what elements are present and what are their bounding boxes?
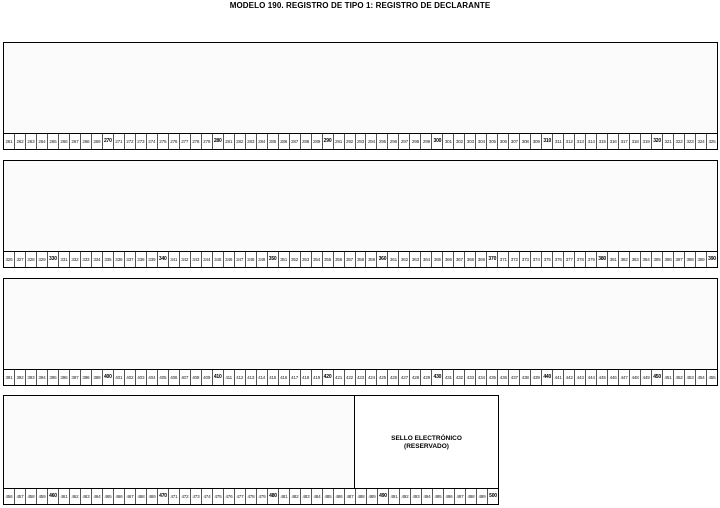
- position-cell: 440: [542, 370, 553, 385]
- position-cell: 275: [158, 134, 169, 149]
- position-cell: 290: [323, 134, 334, 149]
- position-cell: 390: [708, 256, 716, 262]
- field-area[interactable]: [4, 396, 354, 489]
- position-cell: 442: [564, 370, 575, 385]
- position-cell: 347: [235, 252, 246, 267]
- position-cell: 411: [224, 370, 235, 385]
- position-cell: 407: [180, 370, 191, 385]
- position-cell: 401: [114, 370, 125, 385]
- position-cell: 389: [696, 252, 707, 267]
- position-cell: 405: [158, 370, 169, 385]
- field-area[interactable]: [4, 43, 717, 134]
- position-cell: 297: [399, 134, 410, 149]
- position-cell: 468: [136, 489, 147, 504]
- position-cell: 499: [477, 489, 488, 504]
- position-cell: 294: [366, 134, 377, 149]
- position-cell: 341: [169, 252, 180, 267]
- position-cell: 394: [37, 370, 48, 385]
- position-cell: 295: [377, 134, 388, 149]
- position-cell: 327: [15, 252, 26, 267]
- position-cell: 302: [454, 134, 465, 149]
- position-cell: 446: [608, 370, 619, 385]
- position-cell: 292: [345, 134, 356, 149]
- position-cell: 301: [443, 134, 454, 149]
- position-cell: 429: [421, 370, 432, 385]
- position-cell: 385: [652, 252, 663, 267]
- position-cell: 470: [158, 489, 169, 504]
- position-cell: 279: [202, 134, 213, 149]
- position-cell: 287: [290, 134, 301, 149]
- position-cell: 299: [421, 134, 432, 149]
- position-cell: 447: [619, 370, 630, 385]
- position-cell: 432: [454, 370, 465, 385]
- position-cell: 278: [191, 134, 202, 149]
- position-cell: 387: [674, 252, 685, 267]
- position-cell: 261: [4, 134, 15, 149]
- position-cell: 436: [498, 370, 509, 385]
- position-cell: 496: [444, 489, 455, 504]
- position-cell: 397: [70, 370, 81, 385]
- position-cell: 409: [202, 370, 213, 385]
- position-cell: 288: [301, 134, 312, 149]
- position-cell: 424: [366, 370, 377, 385]
- position-cell: 331: [59, 252, 70, 267]
- position-cell: 358: [356, 252, 367, 267]
- position-cell: 417: [290, 370, 301, 385]
- position-cell: 307: [509, 134, 520, 149]
- position-cell: 270: [103, 134, 114, 149]
- position-cell: 305: [487, 134, 498, 149]
- position-cell: 459: [37, 489, 48, 504]
- position-cell: 284: [257, 134, 268, 149]
- position-cell: 452: [674, 370, 685, 385]
- position-cell: 391: [4, 370, 15, 385]
- position-cell: 415: [268, 370, 279, 385]
- position-cell: 402: [125, 370, 136, 385]
- position-cell: 312: [564, 134, 575, 149]
- position-cell: 380: [597, 252, 608, 267]
- position-cell: 393: [26, 370, 37, 385]
- position-cell: 498: [466, 489, 477, 504]
- position-cell: 463: [81, 489, 92, 504]
- position-cell: 492: [400, 489, 411, 504]
- position-cell: 277: [180, 134, 191, 149]
- position-cell: 322: [674, 134, 685, 149]
- position-cell: 441: [553, 370, 564, 385]
- position-cell: 274: [147, 134, 158, 149]
- position-cell: 406: [169, 370, 180, 385]
- position-cell: 412: [235, 370, 246, 385]
- position-cell: 330: [48, 252, 59, 267]
- position-cell: 489: [367, 489, 378, 504]
- position-cell: 359: [366, 252, 377, 267]
- position-cell: 345: [213, 252, 224, 267]
- position-cell: 384: [641, 252, 652, 267]
- position-cell: 371: [498, 252, 509, 267]
- position-cell: 355: [323, 252, 334, 267]
- position-cell: 309: [531, 134, 542, 149]
- position-cell: 439: [531, 370, 542, 385]
- position-cell: 340: [158, 252, 169, 267]
- position-cell: 483: [301, 489, 312, 504]
- position-cell: 336: [114, 252, 125, 267]
- position-cell: 462: [70, 489, 81, 504]
- field-block-261-325[interactable]: [3, 42, 718, 150]
- position-cell: 352: [290, 252, 301, 267]
- position-cell: 310: [542, 134, 553, 149]
- position-cell: 344: [202, 252, 213, 267]
- position-cell: 379: [586, 252, 597, 267]
- position-cell: 363: [410, 252, 421, 267]
- position-cell: 474: [202, 489, 213, 504]
- position-cell: 398: [81, 370, 92, 385]
- position-cell: 408: [191, 370, 202, 385]
- position-cell: 472: [180, 489, 191, 504]
- position-cell: 438: [520, 370, 531, 385]
- position-cell: 488: [356, 489, 367, 504]
- position-cell: 364: [421, 252, 432, 267]
- position-cells: [4, 251, 717, 267]
- form-title: MODELO 190. REGISTRO DE TIPO 1: REGISTRO DE DECLARANTE: [229, 1, 491, 10]
- position-cell: 481: [279, 489, 290, 504]
- position-cell: 493: [411, 489, 422, 504]
- position-cell: 304: [476, 134, 487, 149]
- position-cell: 325: [708, 139, 716, 144]
- position-cell: 457: [15, 489, 26, 504]
- position-cell: 484: [312, 489, 323, 504]
- position-cell: 264: [37, 134, 48, 149]
- position-cell: 433: [465, 370, 476, 385]
- field-area[interactable]: [4, 161, 717, 252]
- position-cell: 423: [356, 370, 367, 385]
- position-cell: 338: [136, 252, 147, 267]
- position-cell: 476: [224, 489, 235, 504]
- position-cell: 339: [147, 252, 158, 267]
- position-cell: 427: [399, 370, 410, 385]
- position-cell: 289: [312, 134, 323, 149]
- position-cell: 486: [334, 489, 345, 504]
- position-cell: 416: [279, 370, 290, 385]
- position-cell: 403: [136, 370, 147, 385]
- position-cell: 467: [125, 489, 136, 504]
- position-cell: 465: [103, 489, 114, 504]
- position-cell: 414: [257, 370, 268, 385]
- position-cell: 461: [59, 489, 70, 504]
- position-cell: 448: [630, 370, 641, 385]
- position-cell: 431: [443, 370, 454, 385]
- position-cell: 410: [213, 370, 224, 385]
- position-cell: 471: [169, 489, 180, 504]
- position-cell: 420: [323, 370, 334, 385]
- position-cell: 497: [455, 489, 466, 504]
- position-cell: 464: [92, 489, 103, 504]
- position-cell: 326: [4, 252, 15, 267]
- position-cell: 349: [257, 252, 268, 267]
- position-cell: 342: [180, 252, 191, 267]
- position-cell: 273: [136, 134, 147, 149]
- position-cell: 382: [619, 252, 630, 267]
- position-cell: 298: [410, 134, 421, 149]
- position-cell: 413: [246, 370, 257, 385]
- field-area[interactable]: [4, 279, 717, 370]
- position-cell: 263: [26, 134, 37, 149]
- position-cell: 368: [465, 252, 476, 267]
- position-cell: 495: [433, 489, 444, 504]
- position-cell: 318: [630, 134, 641, 149]
- position-cell: 324: [696, 134, 707, 149]
- position-cell: 477: [235, 489, 246, 504]
- position-cell: 377: [564, 252, 575, 267]
- position-cell: 308: [520, 134, 531, 149]
- position-cell: 400: [103, 370, 114, 385]
- position-cell: 271: [114, 134, 125, 149]
- position-cell: 469: [147, 489, 158, 504]
- position-cell: 388: [685, 252, 696, 267]
- electronic-seal-box: [354, 396, 498, 489]
- position-cell: 479: [257, 489, 268, 504]
- position-cell: 458: [26, 489, 37, 504]
- position-cell: 293: [356, 134, 367, 149]
- position-cell: 375: [542, 252, 553, 267]
- position-cell: 437: [509, 370, 520, 385]
- position-cell: 435: [487, 370, 498, 385]
- position-cell: 361: [388, 252, 399, 267]
- position-cell: 418: [301, 370, 312, 385]
- position-cell: 372: [509, 252, 520, 267]
- position-cell: 374: [531, 252, 542, 267]
- position-cell: 286: [279, 134, 290, 149]
- position-cell: 381: [608, 252, 619, 267]
- position-cell: 332: [70, 252, 81, 267]
- position-cell: 421: [334, 370, 345, 385]
- position-cells: [4, 488, 498, 504]
- position-cell: 494: [422, 489, 433, 504]
- position-cell: 460: [48, 489, 59, 504]
- position-cell: 478: [246, 489, 257, 504]
- position-cell: 343: [191, 252, 202, 267]
- position-cell: 313: [575, 134, 586, 149]
- position-cell: 311: [553, 134, 564, 149]
- position-cell: 285: [268, 134, 279, 149]
- position-cell: 337: [125, 252, 136, 267]
- position-cell: 356: [334, 252, 345, 267]
- position-cell: 454: [696, 370, 707, 385]
- position-cell: 404: [147, 370, 158, 385]
- position-cell: 316: [608, 134, 619, 149]
- position-cell: 296: [388, 134, 399, 149]
- position-cell: 376: [553, 252, 564, 267]
- position-cell: 351: [279, 252, 290, 267]
- position-cell: 475: [213, 489, 224, 504]
- position-cell: 267: [70, 134, 81, 149]
- position-cell: 466: [114, 489, 125, 504]
- position-cell: 268: [81, 134, 92, 149]
- position-cell: 449: [641, 370, 652, 385]
- position-cell: 362: [399, 252, 410, 267]
- position-cell: 455: [708, 375, 716, 380]
- position-cell: 383: [630, 252, 641, 267]
- seal-reserved-label: (RESERVADO): [404, 442, 449, 450]
- position-cell: 491: [389, 489, 400, 504]
- position-cells: [4, 133, 717, 149]
- position-cell: 300: [432, 134, 443, 149]
- position-cell: 378: [575, 252, 586, 267]
- position-cell: 334: [92, 252, 103, 267]
- position-cell: 360: [377, 252, 388, 267]
- position-cell: 283: [246, 134, 257, 149]
- position-cell: 303: [465, 134, 476, 149]
- position-cell: 473: [191, 489, 202, 504]
- position-cell: 265: [48, 134, 59, 149]
- position-cell: 430: [432, 370, 443, 385]
- position-cell: 291: [334, 134, 345, 149]
- position-cell: 487: [345, 489, 356, 504]
- position-cell: 395: [48, 370, 59, 385]
- position-cell: 262: [15, 134, 26, 149]
- position-cell: 453: [685, 370, 696, 385]
- position-cell: 348: [246, 252, 257, 267]
- field-block-326-390[interactable]: [3, 160, 718, 268]
- position-cell: 306: [498, 134, 509, 149]
- position-cell: 480: [268, 489, 279, 504]
- field-block-391-455[interactable]: [3, 278, 718, 386]
- position-cell: 357: [345, 252, 356, 267]
- position-cell: 280: [213, 134, 224, 149]
- position-cell: 321: [663, 134, 674, 149]
- position-cell: 281: [224, 134, 235, 149]
- position-cell: 320: [652, 134, 663, 149]
- position-cell: 450: [652, 370, 663, 385]
- position-cell: 373: [520, 252, 531, 267]
- position-cell: 396: [59, 370, 70, 385]
- position-cell: 369: [476, 252, 487, 267]
- position-cell: 490: [378, 489, 389, 504]
- position-cell: 353: [301, 252, 312, 267]
- position-cell: 315: [597, 134, 608, 149]
- position-cell: 426: [388, 370, 399, 385]
- position-cells: [4, 369, 717, 385]
- position-cell: 328: [26, 252, 37, 267]
- position-cell: 428: [410, 370, 421, 385]
- position-cell: 444: [586, 370, 597, 385]
- position-cell: 276: [169, 134, 180, 149]
- position-cell: 456: [4, 489, 15, 504]
- field-block-456-500[interactable]: [3, 395, 499, 505]
- position-cell: 392: [15, 370, 26, 385]
- position-cell: 399: [92, 370, 103, 385]
- position-cell: 443: [575, 370, 586, 385]
- position-cell: 422: [345, 370, 356, 385]
- position-cell: 354: [312, 252, 323, 267]
- position-cell: 350: [268, 252, 279, 267]
- position-cell: 329: [37, 252, 48, 267]
- position-cell: 266: [59, 134, 70, 149]
- position-cell: 366: [443, 252, 454, 267]
- position-cell: 319: [641, 134, 652, 149]
- position-cell: 365: [432, 252, 443, 267]
- position-cell: 333: [81, 252, 92, 267]
- position-cell: 485: [323, 489, 334, 504]
- position-cell: 317: [619, 134, 630, 149]
- position-cell: 269: [92, 134, 103, 149]
- seal-label: SELLO ELECTRÓNICO: [391, 434, 462, 442]
- position-cell: 451: [663, 370, 674, 385]
- position-cell: 419: [312, 370, 323, 385]
- position-cell: 314: [586, 134, 597, 149]
- position-cell: 346: [224, 252, 235, 267]
- position-cell: 367: [454, 252, 465, 267]
- position-cell: 482: [290, 489, 301, 504]
- position-cell: 425: [377, 370, 388, 385]
- position-cell: 434: [476, 370, 487, 385]
- position-cell: 445: [597, 370, 608, 385]
- position-cell: 272: [125, 134, 136, 149]
- position-cell: 323: [685, 134, 696, 149]
- position-cell: 282: [235, 134, 246, 149]
- position-cell: 500: [489, 493, 497, 499]
- position-cell: 370: [487, 252, 498, 267]
- position-cell: 386: [663, 252, 674, 267]
- position-cell: 335: [103, 252, 114, 267]
